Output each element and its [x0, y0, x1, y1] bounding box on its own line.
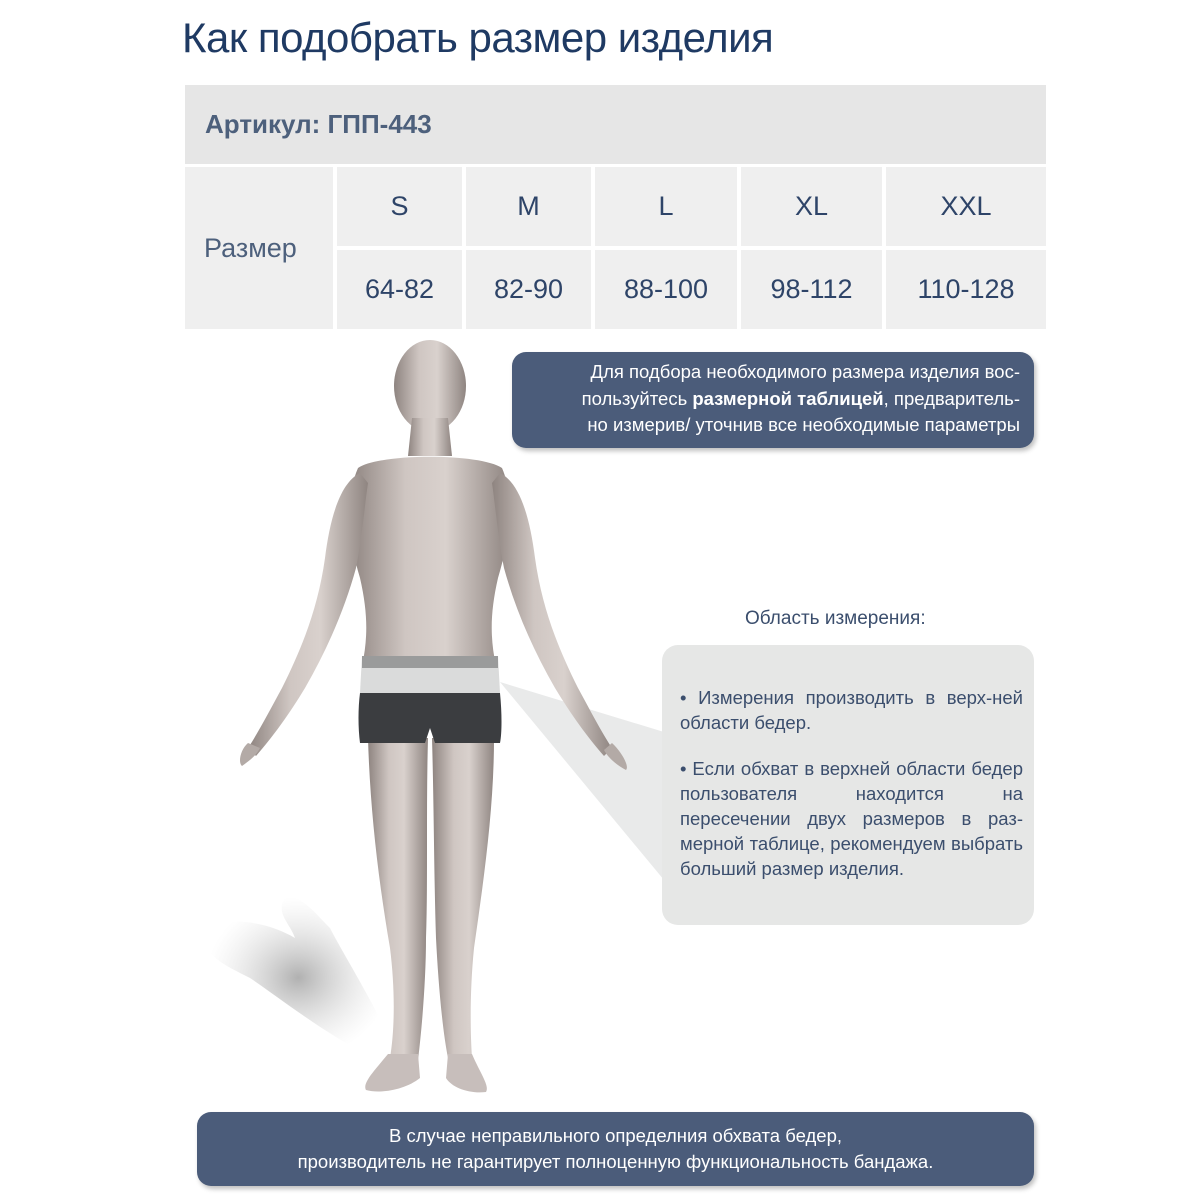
range-cell-xl: 98-112 — [741, 250, 882, 329]
size-row-label: Размер — [185, 167, 333, 329]
size-cell-m: M — [466, 167, 591, 246]
size-cell-l: L — [595, 167, 737, 246]
warning-line-2: производитель не гарантирует полноценную функциональность бандажа. — [297, 1151, 934, 1172]
advice-line-2-bold: размерной таблицей — [692, 387, 884, 409]
size-advice-callout — [512, 352, 1034, 448]
size-cell-xl: XL — [741, 167, 882, 246]
article-label: Артикул: ГПП-443 — [205, 109, 432, 139]
human-body-figure-icon — [190, 338, 650, 1108]
range-cell-xxl: 110-128 — [886, 250, 1046, 329]
warning-banner — [197, 1112, 1034, 1186]
range-cell-s: 64-82 — [337, 250, 462, 329]
page-title: Как подобрать размер изделия — [182, 14, 774, 61]
warning-line-1: В случае неправильного определния обхвата бедер, — [388, 1125, 843, 1146]
range-cell-m: 82-90 — [466, 250, 591, 329]
measure-instructions-panel — [662, 645, 1034, 925]
advice-line-1: Для подбора необходимого размера изделия вос- — [590, 361, 1020, 382]
advice-line-2 — [530, 386, 1020, 413]
size-cell-s: S — [337, 167, 462, 246]
advice-line-2-suffix: , предваритель- — [883, 387, 1020, 409]
size-cell-xxl: XXL — [886, 167, 1046, 246]
advice-line-2-prefix: пользуйтесь — [581, 387, 693, 409]
measure-bullet-1: • Измерения производить в верх-ней области бедер. — [680, 687, 1023, 733]
measure-area-title: Область измерения: — [745, 608, 926, 629]
advice-line-3: но измерив/ уточнив все необходимые параметры — [587, 414, 1020, 435]
range-cell-l: 88-100 — [595, 250, 737, 329]
measure-bullet-2: • Если обхват в верхней области бедер пользователя находится на пересечении двух размеров в раз-мерной таблице, рекомендуем выбрать больший размер изделия. — [680, 758, 1023, 879]
